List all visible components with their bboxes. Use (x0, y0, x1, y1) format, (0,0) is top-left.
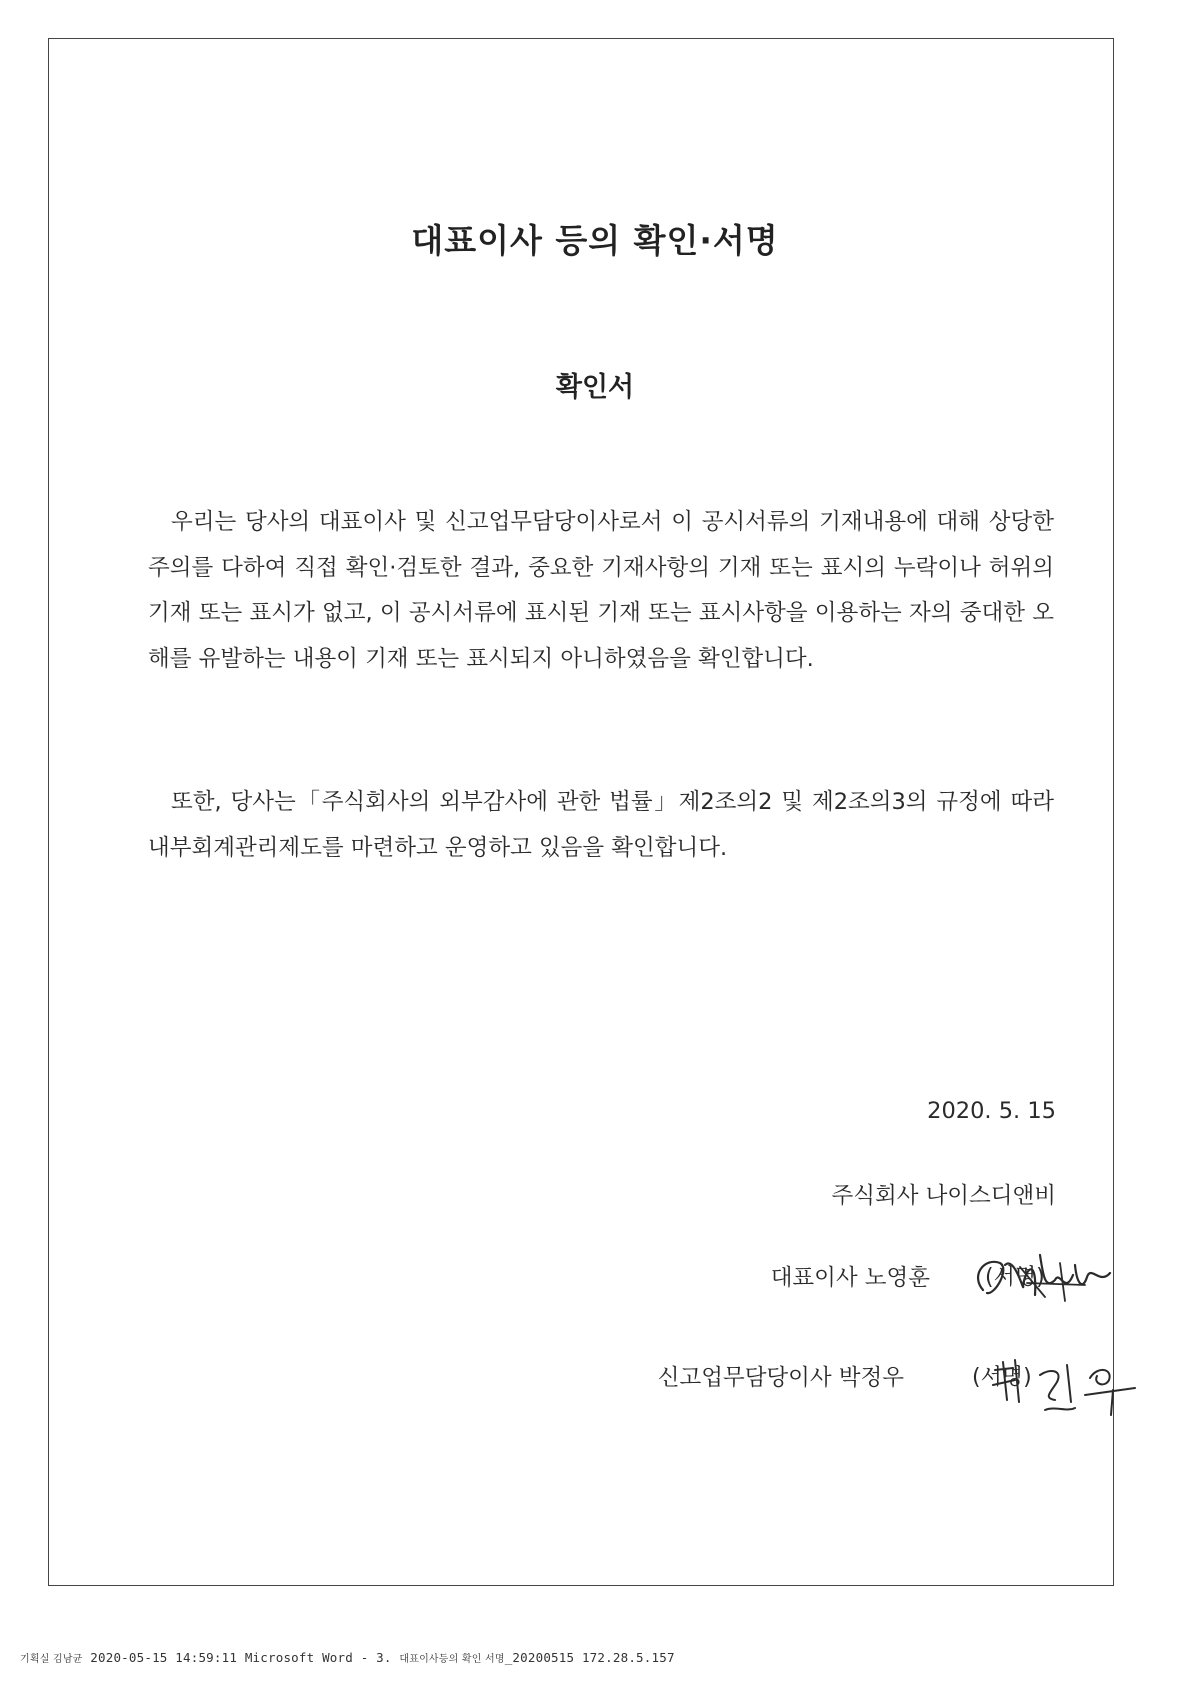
ceo-name: 대표이사 노영훈 (770, 1265, 930, 1291)
document-title: 대표이사 등의 확인·서명 (411, 221, 779, 260)
confirmation-paragraph-text: 우리는 당사의 대표이사 및 신고업무담당이사로서 이 공시서류의 기재내용에 대해 상당한 주의를 다하여 직접 확인·검토한 결과, 중요한 기재사항의 기재 또는 표시의 누락이나 허위의 기재 또는 표시가 없고, 이 공시서류에 표시된 기재 또는 표시사항을 이용하는 자의 중대한 오해를 유발하는 내용이 기재 또는 표시되지 아니하였음을 확인합니다. (148, 509, 1054, 672)
confirmation-paragraph (148, 500, 1054, 682)
document-date: 2020. 5. 15 (927, 1098, 1056, 1124)
footer-app: Microsoft Word - 3. (244, 1650, 392, 1665)
footer-suffix: _20200515 172.28.5.157 (504, 1650, 675, 1665)
officer-name: 신고업무담당이사 박정우 (657, 1365, 904, 1391)
company-name: 주식회사 나이스디앤비 (831, 1183, 1056, 1209)
internal-control-paragraph (148, 780, 1054, 871)
internal-control-paragraph-text: 또한, 당사는「주식회사의 외부감사에 관한 법률」제2조의2 및 제2조의3의 규정에 따라 내부회계관리제도를 마련하고 운영하고 있음을 확인합니다. (148, 789, 1054, 861)
print-footer (20, 1650, 675, 1665)
ceo-sign-mark: (서명) (985, 1265, 1045, 1290)
footer-timestamp: 2020-05-15 14:59:11 (90, 1650, 238, 1665)
officer-sign-mark: (서명) (972, 1365, 1032, 1390)
document-subtitle: 확인서 (555, 372, 635, 403)
footer-user: 기획실 김남균 (20, 1654, 83, 1665)
footer-file: 대표이사등의 확인 서명 (399, 1654, 505, 1665)
